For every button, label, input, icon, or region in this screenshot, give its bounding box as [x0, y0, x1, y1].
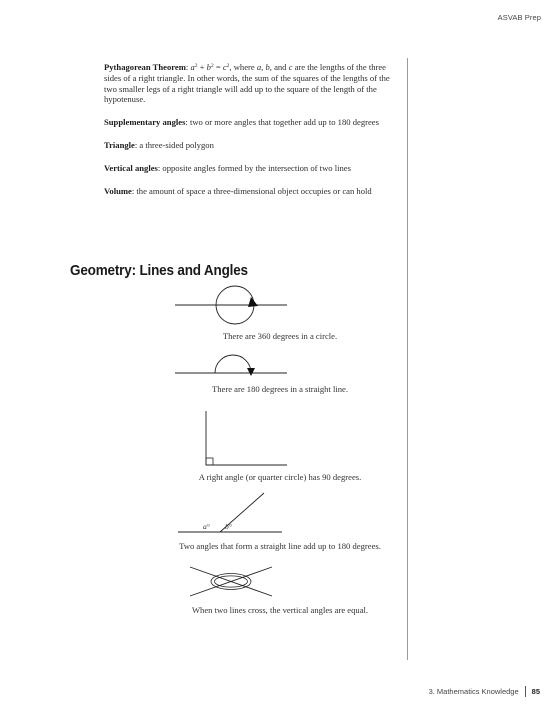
straight-line-figure: [170, 350, 390, 384]
chapter-label: 3. Mathematics Knowledge: [428, 687, 519, 696]
var-c: c: [288, 62, 293, 72]
formula-var-b: b: [206, 62, 211, 72]
definition-volume: : the amount of space a three-dimensional object occupies or can hold: [131, 185, 372, 196]
circle-figure: [170, 280, 390, 326]
definition-vertical: : opposite angles formed by the intersection of two lines: [157, 162, 351, 173]
right-angle-figure: [170, 410, 390, 468]
formula-exp-b: 2: [210, 63, 214, 69]
term-pythagorean: Pythagorean Theorem: [104, 62, 186, 72]
supplementary-caption: Two angles that form a straight line add up to 180 degrees.: [179, 541, 381, 551]
var-a: a: [256, 62, 262, 72]
vertical-angles-figure: [170, 562, 390, 600]
term-volume: Volume: [104, 185, 132, 196]
formula-var-a: a: [190, 62, 195, 72]
term-supplementary: Supplementary angles: [104, 117, 186, 128]
glossary-entry-vertical: [104, 163, 392, 174]
glossary-entry-supplementary: [104, 117, 392, 128]
formula-plus: +: [197, 62, 207, 72]
definition-supplementary: : two or more angles that together add up to 180 degrees: [185, 117, 379, 128]
definition-text: are the lengths of the three sides of a right triangle. In other words, the sum of the squares of the lengths of the two smaller legs of a right triangle will add up to the square of the length of the hypotenuse.: [104, 62, 390, 105]
circle-caption: There are 360 degrees in a circle.: [222, 331, 338, 341]
definition-text: , where: [229, 62, 257, 72]
glossary-entry-volume: [104, 186, 392, 197]
definition-text: , and: [269, 62, 289, 72]
footer-divider: [525, 686, 526, 697]
vertical-caption: When two lines cross, the vertical angles are equal.: [191, 605, 369, 615]
right-angle-caption: A right angle (or quarter circle) has 90 degrees.: [198, 472, 362, 482]
glossary-entry-pythagorean: [104, 62, 392, 105]
column-rule: [407, 58, 408, 660]
page-footer: [429, 686, 540, 697]
formula-var-c: c: [222, 62, 227, 72]
term-vertical: Vertical angles: [104, 162, 158, 173]
angle-a-label: a°: [203, 522, 210, 531]
var-b: b: [265, 62, 270, 72]
definition-triangle: : a three-sided polygon: [134, 139, 214, 150]
formula-exp-a: 2: [194, 63, 198, 69]
page-number: 85: [531, 687, 540, 696]
section-title: Geometry: Lines and Angles: [70, 262, 248, 279]
angle-b-label: b°: [225, 522, 232, 531]
supplementary-angles-figure: [170, 490, 390, 538]
formula-exp-c: 2: [226, 63, 230, 69]
running-head: ASVAB Prep: [497, 13, 541, 22]
formula-equals: =: [213, 62, 223, 72]
glossary: [104, 62, 392, 208]
term-separator: :: [185, 62, 191, 72]
glossary-entry-triangle: [104, 140, 392, 151]
straight-line-caption: There are 180 degrees in a straight line.: [211, 384, 348, 394]
term-triangle: Triangle: [104, 139, 135, 150]
definition-text: ,: [261, 62, 266, 72]
